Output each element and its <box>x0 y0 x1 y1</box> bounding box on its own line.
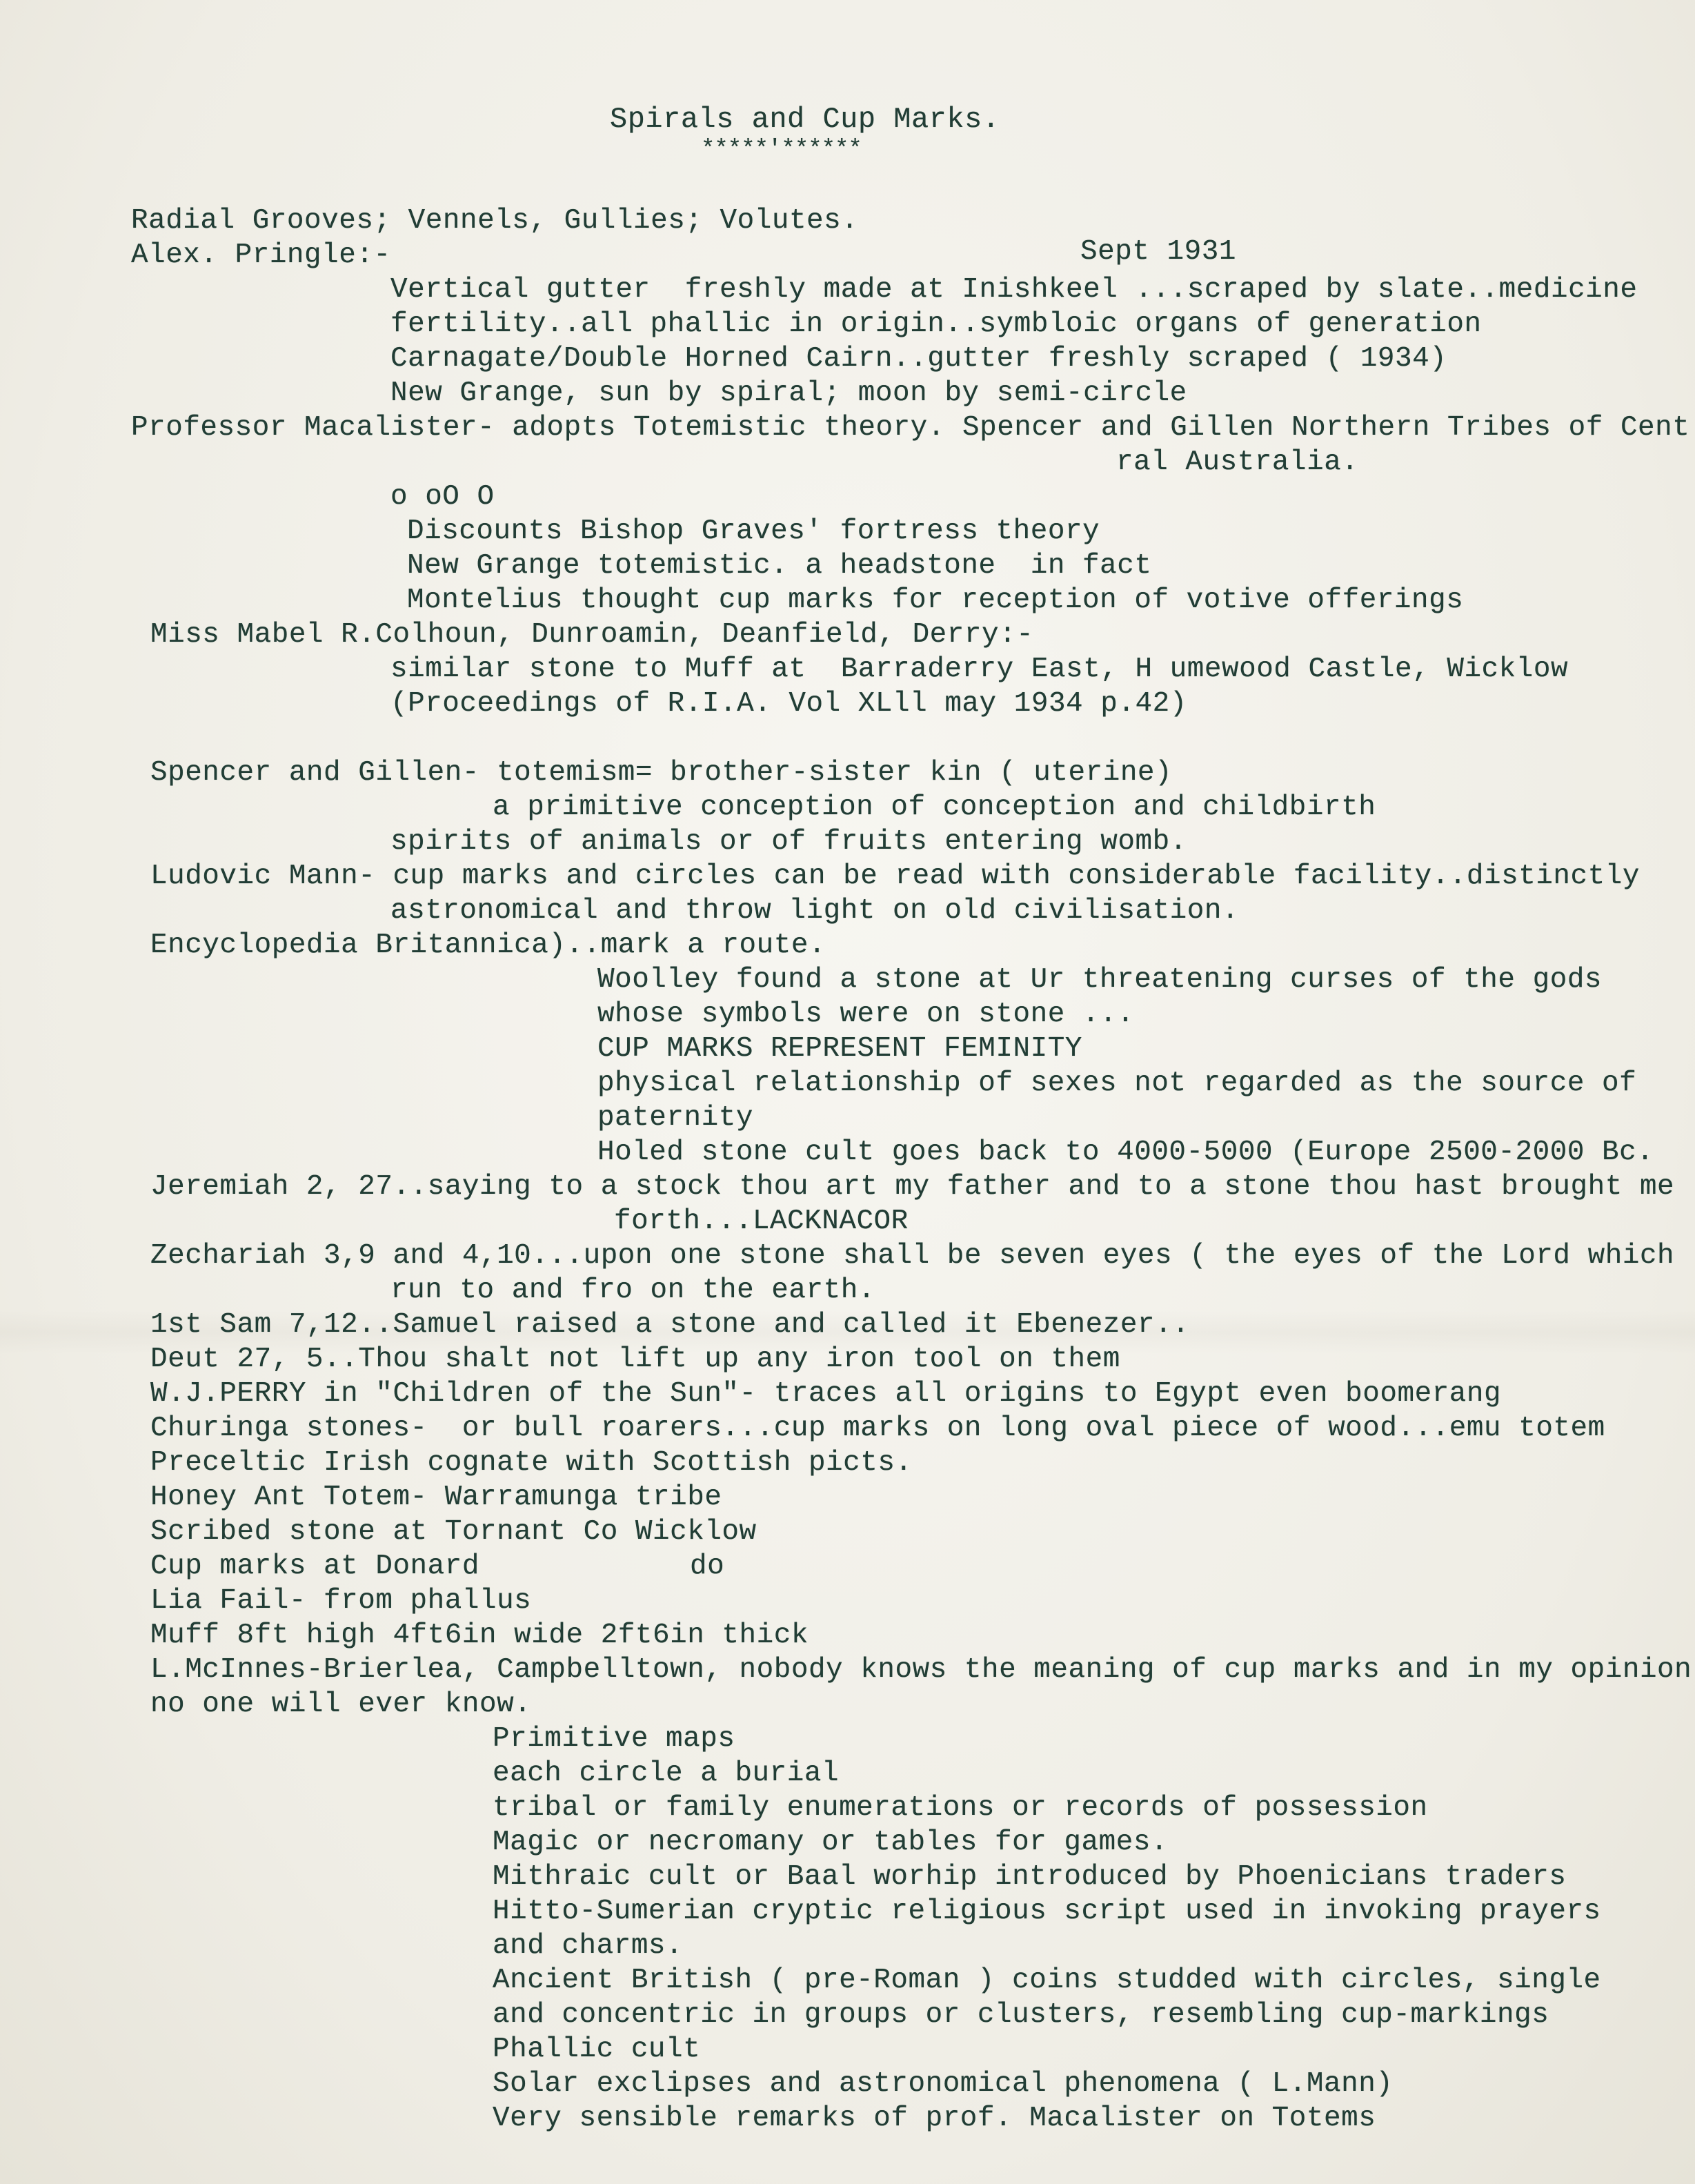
text-line: Professor Macalister- adopts Totemistic theory. Spencer and Gillen Northern Tribes of Cent <box>131 412 1690 444</box>
text-line: Solar exclipses and astronomical phenomena ( L.Mann) <box>493 2068 1394 2100</box>
text-line: Woolley found a stone at Ur threatening curses of the gods <box>597 964 1603 996</box>
text-line: no one will ever know. <box>150 1689 532 1720</box>
text-line: Spencer and Gillen- totemism= brother-sister kin ( uterine) <box>150 757 1173 789</box>
text-line: and charms. <box>493 1930 684 1962</box>
text-line: L.McInnes-Brierlea, Campbelltown, nobody knows the meaning of cup marks and in my opinion <box>150 1654 1692 1686</box>
text-line: Montelius thought cup marks for reception of votive offerings <box>407 584 1464 616</box>
title-rule: *****'****** <box>701 137 862 163</box>
text-line: whose symbols were on stone ... <box>597 998 1135 1030</box>
text-line: Carnagate/Double Horned Cairn..gutter freshly scraped ( 1934) <box>390 343 1447 375</box>
text-line: Jeremiah 2, 27..saying to a stock thou art my father and to a stone thou hast brought me <box>150 1171 1675 1203</box>
text-line: astronomical and throw light on old civilisation. <box>390 895 1240 927</box>
text-line: Mithraic cult or Baal worhip introduced by Phoenicians traders <box>493 1861 1567 1893</box>
text-line: forth...LACKNACOR <box>614 1206 909 1237</box>
text-line: Discounts Bishop Graves' fortress theory <box>407 515 1100 547</box>
text-line: run to and fro on the earth. <box>390 1275 875 1306</box>
text-line: o oO O <box>390 481 495 513</box>
text-line: and concentric in groups or clusters, resembling cup-markings <box>493 1999 1549 2031</box>
text-line: Ancient British ( pre-Roman ) coins studded with circles, single <box>493 1965 1601 1996</box>
text-line: tribal or family enumerations or records of possession <box>493 1792 1428 1824</box>
text-line: a primitive conception of conception and childbirth <box>493 791 1376 823</box>
page-title: Spirals and Cup Marks. <box>610 103 1000 136</box>
text-line: Hitto-Sumerian cryptic religious script used in invoking prayers <box>493 1896 1601 1927</box>
text-line: New Grange totemistic. a headstone in fact <box>407 550 1152 582</box>
text-line: spirits of animals or of fruits entering womb. <box>390 826 1187 858</box>
text-line: each circle a burial <box>493 1758 840 1789</box>
text-line: Ludovic Mann- cup marks and circles can be read with considerable facility..distinctly <box>150 860 1640 892</box>
text-line: Vertical gutter freshly made at Inishkeel ...scraped by slate..medicine <box>390 274 1638 306</box>
text-line: CUP MARKS REPRESENT FEMINITY <box>597 1033 1082 1065</box>
text-line: fertility..all phallic in origin..symbloic organs of generation <box>390 308 1482 340</box>
text-line: Honey Ant Totem- Warramunga tribe <box>150 1482 722 1513</box>
text-line: Phallic cult <box>493 2034 701 2065</box>
text-line: Churinga stones- or bull roarers...cup marks on long oval piece of wood...emu totem <box>150 1413 1605 1444</box>
text-line: Miss Mabel R.Colhoun, Dunroamin, Deanfield, Derry:- <box>150 619 1034 651</box>
text-line: Muff 8ft high 4ft6in wide 2ft6in thick <box>150 1620 809 1651</box>
text-line: Magic or necromany or tables for games. <box>493 1827 1169 1858</box>
text-line: Alex. Pringle:- <box>131 239 391 271</box>
text-line: New Grange, sun by spiral; moon by semi-circle <box>390 377 1187 409</box>
text-line: ral Australia. <box>1116 446 1359 478</box>
text-line: Primitive maps <box>493 1723 735 1755</box>
text-line: Zechariah 3,9 and 4,10...upon one stone shall be seven eyes ( the eyes of the Lord which <box>150 1240 1675 1272</box>
text-line: (Proceedings of R.I.A. Vol XLll may 1934 p.42) <box>390 688 1187 720</box>
text-line: Cup marks at Donard <box>150 1551 479 1582</box>
text-line: Scribed stone at Tornant Co Wicklow <box>150 1516 757 1548</box>
text-line: similar stone to Muff at Barraderry East, H umewood Castle, Wicklow <box>390 653 1569 685</box>
text-line: Deut 27, 5..Thou shalt not lift up any iron tool on them <box>150 1344 1120 1375</box>
text-line: 1st Sam 7,12..Samuel raised a stone and called it Ebenezer.. <box>150 1309 1190 1341</box>
text-line: physical relationship of sexes not regarded as the source of <box>597 1068 1637 1099</box>
text-line: Encyclopedia Britannica)..mark a route. <box>150 929 826 961</box>
text-line: Lia Fail- from phallus <box>150 1585 532 1617</box>
text-line: Very sensible remarks of prof. Macalister on Totems <box>493 2103 1376 2134</box>
text-line: Holed stone cult goes back to 4000-5000 (Europe 2500-2000 Bc. <box>597 1137 1654 1168</box>
text-line: W.J.PERRY in "Children of the Sun"- traces all origins to Egypt even boomerang <box>150 1378 1502 1410</box>
text-line: Preceltic Irish cognate with Scottish picts. <box>150 1447 913 1479</box>
text-line: paternity <box>597 1102 753 1134</box>
text-line: Sept 1931 <box>1080 236 1236 268</box>
text-line: do <box>690 1551 725 1582</box>
text-line: Radial Grooves; Vennels, Gullies; Volutes. <box>131 205 859 237</box>
